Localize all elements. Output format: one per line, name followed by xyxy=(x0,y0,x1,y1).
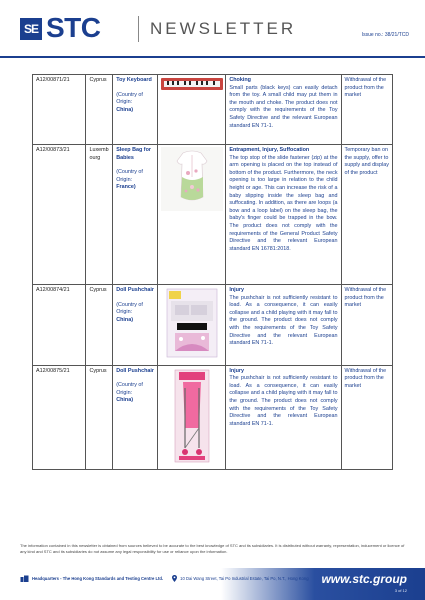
notifying-country: Cyprus xyxy=(86,285,113,366)
photo-cell xyxy=(158,285,226,366)
measures-taken: Withdrawal of the product from the market xyxy=(341,365,392,470)
origin-value: France) xyxy=(116,184,136,191)
product-name: Toy Keyboard xyxy=(116,77,152,83)
measures-taken: Withdrawal of the product from the market xyxy=(341,75,392,145)
table-row xyxy=(33,145,393,285)
product-name: Doll Pushchair xyxy=(116,287,154,293)
page-number: 3 of 12 xyxy=(394,588,407,593)
notifying-country: Cyprus xyxy=(86,75,113,145)
risk-description: The pushchair is not sufficiently resistant to load. As a consequence, it can easily collapse and a child playing with it may fall to the ground. The product does not comply with the requirements of the Toy Safety Directive and the relevant European standard EN 71-1. xyxy=(229,294,338,347)
sleep-bag-photo xyxy=(161,147,223,211)
origin-label: (Country of Origin: xyxy=(116,91,143,106)
header-bar xyxy=(0,56,425,58)
measures-taken: Temporary ban on the supply, offer to supply and display of the product xyxy=(341,145,392,285)
origin-value: China) xyxy=(116,106,133,113)
risk-type: Entrapment, Injury, Suffocation xyxy=(229,147,310,153)
product-name: Doll Pushchair xyxy=(116,367,154,374)
doll-pushchair-pink-photo xyxy=(161,368,223,464)
origin-label: (Country of Origin: xyxy=(116,382,143,396)
recall-table xyxy=(32,74,393,470)
notification-code: A12/00871/21 xyxy=(33,75,86,145)
table-row xyxy=(33,365,393,470)
doll-pushchair-box-photo xyxy=(161,287,223,359)
notification-code: A12/00874/21 xyxy=(33,285,86,366)
product-name: Sleep Bag for Babies xyxy=(116,147,151,161)
website-link[interactable]: www.stc.group xyxy=(321,572,407,586)
risk-cell xyxy=(226,75,341,145)
table-row xyxy=(33,285,393,366)
newsletter-title: NEWSLETTER xyxy=(150,19,297,38)
newsletter-header xyxy=(0,0,425,60)
risk-type: Injury xyxy=(229,367,245,374)
notification-code: A12/00875/21 xyxy=(33,365,86,470)
risk-description: Small parts (black keys) can easily detach from the toy. A small child may put them in the mouth and choke. The product does not comply with the requirements of the Toy Safety Directive and the relevant European standard EN 71-1. xyxy=(229,84,338,129)
location-pin-icon xyxy=(172,575,177,582)
risk-cell xyxy=(226,365,341,470)
origin-value: China) xyxy=(116,397,133,404)
headquarters-line xyxy=(20,575,309,582)
country-of-origin xyxy=(116,169,154,192)
risk-cell xyxy=(226,145,341,285)
table-row xyxy=(33,75,393,145)
photo-cell xyxy=(158,145,226,285)
building-icon xyxy=(20,575,29,582)
headquarters-address: 10 Dai Wang Street, Tai Po Industrial Estate, Tai Po, N.T., Hong Kong xyxy=(180,576,309,581)
origin-value: China) xyxy=(116,316,133,323)
stc-logo-mark: SE xyxy=(20,18,42,40)
product-cell xyxy=(113,365,158,470)
risk-type: Injury xyxy=(229,287,245,293)
header-divider xyxy=(138,16,139,42)
product-cell xyxy=(113,145,158,285)
notification-code: A12/00873/21 xyxy=(33,145,86,285)
headquarters-label: Headquarters - The Hong Kong Standards and Testing Centre Ltd. xyxy=(32,576,164,581)
disclaimer-text: The information contained in this newsletter is obtained from sources believed to be accurate to the best knowledge of STC and its subsidiaries. It is distributed without warranty, representation, inducement or licence of any kind and STC and its subsidiaries do not assume any legal responsibility for use or reliance upon the information. xyxy=(20,543,405,554)
photo-cell xyxy=(158,75,226,145)
risk-description: The top stop of the slide fastener (zip) at the arm opening is placed on the top instead of bottom of the product. Furthermore, the neck opening is too large in relation to the child height or age. This can increase the risk of a baby slipping inside the sleep bag and suffocating. In addition, as there are loops (a bow and a loop label) on the sleep bag, the baby's finger could be trapped in the bow. The product does not comply with the requirements of the General Product Safety Directive and the relevant European standard EN 16781:2018. xyxy=(229,154,338,252)
risk-description: The pushchair is not sufficiently resistant to load. As a consequence, it can easily collapse and a child playing with it may fall to the ground. The product does not comply with the requirements of the Toy Safety Directive and the relevant European standard EN 71-1. xyxy=(229,375,338,427)
notifying-country: Luxembourg xyxy=(86,145,113,285)
photo-cell xyxy=(158,365,226,470)
stc-logo-text: STC xyxy=(46,12,101,43)
notifying-country: Cyprus xyxy=(86,365,113,470)
toy-keyboard-photo xyxy=(161,77,223,91)
country-of-origin xyxy=(116,302,154,325)
risk-type: Choking xyxy=(229,77,251,83)
issue-number: Issue no.: 38/21/TCD xyxy=(361,32,409,38)
risk-cell xyxy=(226,285,341,366)
origin-label: (Country of Origin: xyxy=(116,169,143,183)
country-of-origin xyxy=(116,92,154,115)
measures-taken: Withdrawal of the product from the market xyxy=(341,285,392,366)
product-cell xyxy=(113,285,158,366)
country-of-origin xyxy=(116,382,154,405)
origin-label: (Country of Origin: xyxy=(116,301,143,316)
product-cell xyxy=(113,75,158,145)
